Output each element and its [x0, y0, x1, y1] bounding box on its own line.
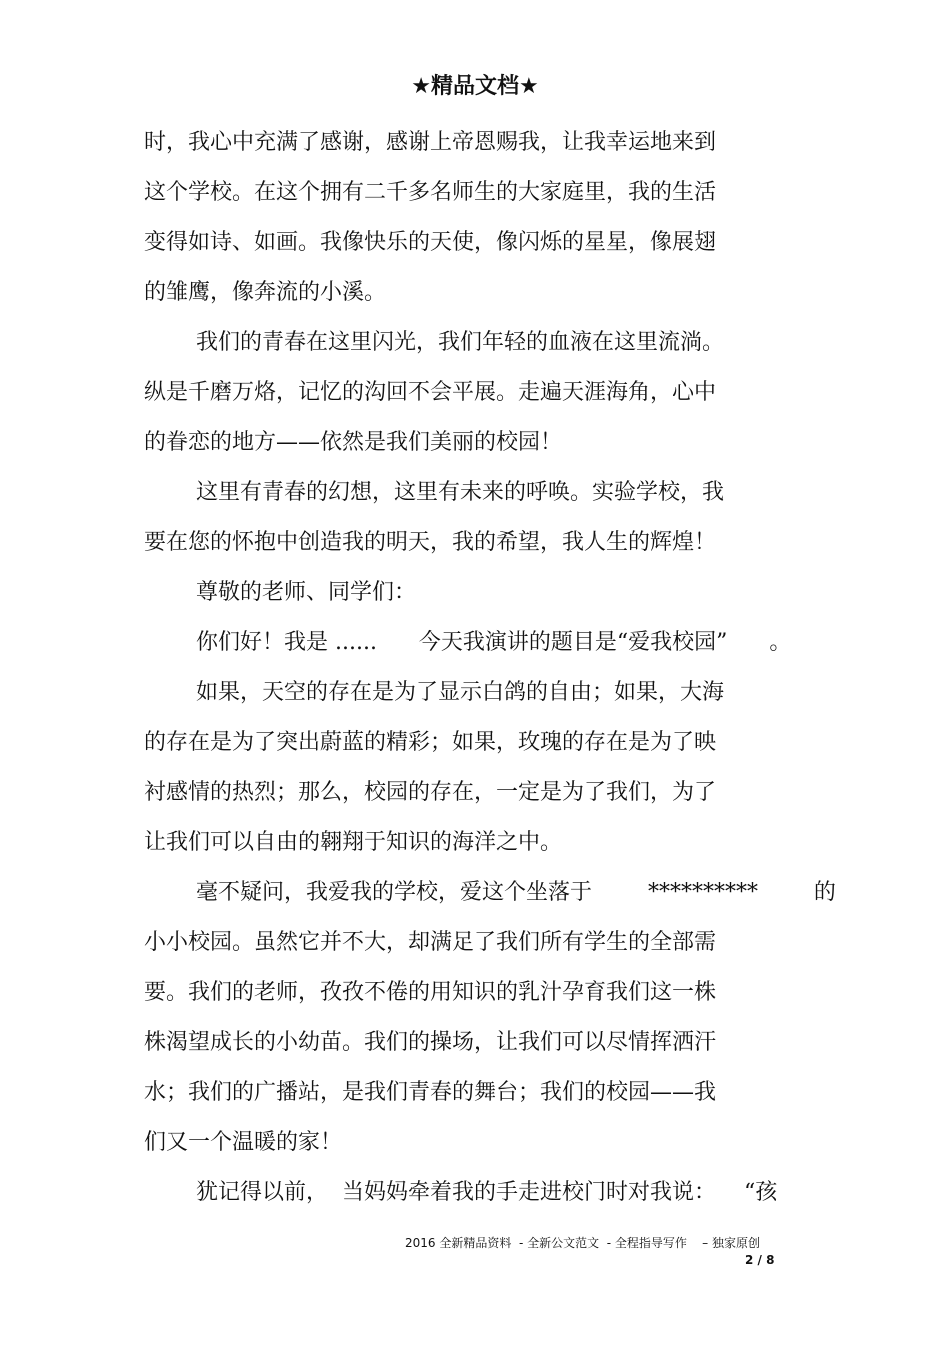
text-line: 让我们可以自由的翱翔于知识的海洋之中。: [144, 830, 563, 855]
text-line: 的眷恋的地方——依然是我们美丽的校园！: [144, 430, 563, 455]
page-header-title: ★精品文档★: [411, 74, 539, 99]
paragraph-start-line: 犹记得以前， 当妈妈牵着我的手走进校门时对我说： “孩: [196, 1180, 778, 1205]
text-line: 们又一个温暖的家！: [144, 1130, 343, 1155]
text-line: 变得如诗、如画。我像快乐的天使，像闪烁的星星，像展翅: [144, 230, 717, 255]
text-line: 的雏鹰，像奔流的小溪。: [144, 280, 387, 305]
text-line: 的存在是为了突出蔚蓝的精彩；如果，玫瑰的存在是为了映: [144, 730, 717, 755]
text-line: 这个学校。在这个拥有二千多名师生的大家庭里，我的生活: [144, 180, 717, 205]
page-number: 2 / 8: [745, 1253, 775, 1267]
paragraph-start-line: 这里有青春的幻想，这里有未来的呼唤。实验学校，我: [196, 480, 725, 505]
paragraph-start-line: 我们的青春在这里闪光，我们年轻的血液在这里流淌。: [196, 330, 725, 355]
greeting-line: 你们好！我是 ...... 今天我演讲的题目是“爱我校园” 。: [196, 630, 792, 655]
text-line: 要在您的怀抱中创造我的明天，我的希望，我人生的辉煌！: [144, 530, 717, 555]
text-line: 要。我们的老师，孜孜不倦的用知识的乳汁孕育我们这一株: [144, 980, 717, 1005]
text-line: 时，我心中充满了感谢，感谢上帝恩赐我，让我幸运地来到: [144, 130, 717, 155]
text-line: 株渴望成长的小幼苗。我们的操场，让我们可以尽情挥洒汗: [144, 1030, 717, 1055]
paragraph-start-line: 毫不疑问，我爱我的学校，爱这个坐落于 ********** 的: [196, 880, 836, 905]
footer-text: 2016 全新精品资料 - 全新公文范文 - 全程指导写作 – 独家原创: [405, 1236, 760, 1250]
text-line: 小小校园。虽然它并不大，却满足了我们所有学生的全部需: [144, 930, 717, 955]
text-line: 衬感情的热烈；那么，校园的存在，一定是为了我们，为了: [144, 780, 717, 805]
text-line: 纵是千磨万烙，记忆的沟回不会平展。走遍天涯海角，心中: [144, 380, 717, 405]
salutation-line: 尊敬的老师、同学们：: [196, 580, 417, 605]
text-line: 水；我们的广播站，是我们青春的舞台；我们的校园——我: [144, 1080, 717, 1105]
paragraph-start-line: 如果，天空的存在是为了显示白鸽的自由；如果，大海: [196, 680, 725, 705]
